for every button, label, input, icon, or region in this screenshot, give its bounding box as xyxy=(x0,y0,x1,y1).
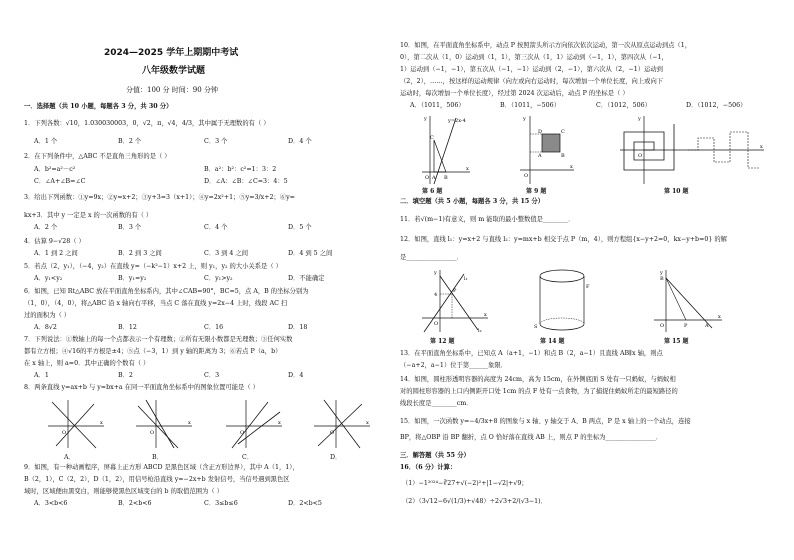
q8-option-b: B． xyxy=(152,454,163,461)
q3-option-b: B．3 个 xyxy=(118,224,142,231)
right-column xyxy=(400,0,778,560)
question-6-line-1: 6．如图，已知 Rt△ABC 放在平面直角坐标系内，其中∠CAB=90°，BC=5，点 A，B 的坐标分别为 xyxy=(24,288,309,295)
exam-title: 2024—2025 学年上期期中考试 xyxy=(104,48,239,58)
fig15-a-label: A xyxy=(705,323,709,329)
figure-6 xyxy=(420,114,472,186)
question-7-line-2: 都有立方根；④√16的平方根是±4；⑤点（−3，1）到 y 轴的距离为 3；⑥若点 P（a，b） xyxy=(24,348,282,355)
fig15-p-label: P xyxy=(684,323,688,329)
q7-option-a: A．1 xyxy=(34,372,49,379)
fig14-f-label: F xyxy=(586,284,590,290)
question-14-line-3: 线段长度是________cm． xyxy=(400,400,473,407)
q5-option-c: C．y₁>y₂ xyxy=(204,275,233,282)
q5-option-b: B．y₁=y₂ xyxy=(118,275,147,282)
q1-option-a: A．1 个 xyxy=(34,138,58,145)
figure-15-caption: 第 15 题 xyxy=(664,338,689,345)
fig12-y-label: y xyxy=(434,270,437,276)
q7-option-c: C．3 xyxy=(204,372,220,379)
fig9-black-square xyxy=(542,134,560,152)
q8-graph-c xyxy=(224,398,284,450)
q3-option-c: C．4 个 xyxy=(204,224,228,231)
question-9-line-2: B（2，1），C（2，2），D（1，2），用信号枪沿直线 y=−2x+b 发射信号，当信号遇到黑色区 xyxy=(24,476,290,483)
section-1-heading: 一．选择题（共 10 小题，每题各 3 分，共 30 分） xyxy=(24,103,173,110)
q8d-origin-label: O xyxy=(330,430,335,436)
fig14-s-label: S xyxy=(534,324,538,330)
q1-option-c: C．3 个 xyxy=(204,138,228,145)
fig6-line-label: y=2x-4 xyxy=(448,118,466,124)
question-8: 8．两条直线 y=ax+b 与 y=bx+a 在同一平面直角坐标系中的图象位置可能是（ ） xyxy=(24,384,259,391)
question-7-line-3: 在 x 轴上，则 a=0．其中正确的个数有（ ） xyxy=(24,360,150,367)
q7-option-d: D．4 xyxy=(288,372,304,379)
fig6-o-label: O xyxy=(425,175,430,181)
q6-option-c: C．16 xyxy=(204,324,224,331)
figure-15 xyxy=(652,268,724,334)
figure-12-caption: 第 12 题 xyxy=(430,338,455,345)
question-3-line-1: 3．给出下列函数：①y=9x；②y=x+2；③y+3=3（x+1）；④y=2x²+1；⑤y=3/x+2；⑥y= xyxy=(24,194,295,201)
q9-option-d: D．2<b<5 xyxy=(288,500,322,507)
q10-option-b: B．（1011，−506） xyxy=(500,102,560,109)
q9-option-b: B．2<b<6 xyxy=(118,500,152,507)
q8c-x-label: x xyxy=(278,420,281,426)
figure-9-caption: 第 9 题 xyxy=(526,188,547,195)
q10-option-d: D．（1012，−506） xyxy=(686,102,747,109)
fig6-c-label: C xyxy=(430,135,434,141)
question-6-line-3: 过的面积为（ ） xyxy=(24,312,71,319)
exam-subtitle: 八年级数学试题 xyxy=(142,66,206,76)
q4-option-a: A．1 到 2 之间 xyxy=(34,250,78,257)
question-10-line-3: 1）运动到（−1，−1），第五次从（−1，−1）运动到（2，−1），第六次从（2，−1）运动到 xyxy=(400,66,663,73)
fig9-c-label: C xyxy=(561,129,565,135)
fig10-y-label: y xyxy=(638,116,641,122)
fig9-a-label: A xyxy=(538,153,542,159)
q8-option-d: D． xyxy=(330,454,342,461)
q2-option-c: C．∠A+∠B=∠C xyxy=(34,178,86,185)
section-2-heading: 二．填空题（共 5 小题，每题各 3 分，共 15 分） xyxy=(400,198,545,205)
question-13-line-1: 13．在平面直角坐标系中，已知点 A（a+1，−1）和点 B（2，a−1）且直线 AB∥x 轴，则点 xyxy=(400,350,663,357)
q4-option-c: C．3 到 4 之间 xyxy=(204,250,249,257)
question-1: 1．下列各数：√10，1.030030003，0，√2，π，√4，4/3，其中属于无理数的有（ ） xyxy=(24,120,270,127)
question-9-line-1: 9．如图，有一种动画程序，屏幕上正方形 ABCD 是黑色区域（含正方形边界），其中 A（1，1）， xyxy=(24,464,299,471)
q8-option-c: C． xyxy=(242,454,254,461)
fig6-x-label: x xyxy=(466,166,469,172)
q8a-x-label: x xyxy=(100,420,103,426)
question-10-line-5: 运动时，每次增加一个单位长度），经过第 2024 次运动后，动点 P 的坐标是（ ） xyxy=(400,90,629,97)
fig12-o-label: O xyxy=(434,321,439,327)
q5-option-a: A．y₁<y₂ xyxy=(34,275,63,282)
q3-option-a: A．2 个 xyxy=(34,224,58,231)
fig6-a-label: A xyxy=(432,175,436,181)
fig10-x-label: x xyxy=(760,144,763,150)
fig6-b-label: B xyxy=(444,175,448,181)
figure-14 xyxy=(534,266,590,336)
question-6-line-2: （1，0），（4，0），将△ABC 沿 x 轴向右平移，当点 C 落在直线 y=2x−4 上时，线段 AC 扫 xyxy=(24,300,288,307)
question-14-line-2: 对的圆柱形容器的上口内侧距开口处 1cm 的点 F 处有一点食物，为了捕捉住蚂蚁所走的最短路径的 xyxy=(400,388,678,395)
figure-6-caption: 第 6 题 xyxy=(422,188,443,195)
q6-option-a: A．8√2 xyxy=(34,324,57,331)
q8b-origin-label: O xyxy=(150,430,155,436)
fig12-x-label: x xyxy=(484,312,487,318)
question-9-line-3: 域时，区域便由黑变白，则能够使黑色区域变白的 b 的取值范围为（ ） xyxy=(24,488,223,495)
fig6-y-label: y xyxy=(424,116,427,122)
question-2: 2．在下列条件中，△ABC 不是直角三角形的是（ ） xyxy=(24,153,171,160)
q2-option-d: D．∠A：∠B：∠C=3：4：5 xyxy=(204,178,288,185)
question-11: 11．若√(m−1)有意义，则 m 能取的最小整数值是________． xyxy=(400,216,575,223)
exam-meta: 分值：100 分 时间：90 分钟 xyxy=(126,86,218,94)
q2-option-a: A．b²=a²－c² xyxy=(34,166,76,173)
q5-option-d: D．不能确定 xyxy=(288,275,325,282)
fig9-d-label: D xyxy=(538,129,543,135)
q2-option-b: B．a²：b²：c²=1：3：2 xyxy=(204,166,277,173)
question-10-line-1: 10．如图，在平面直角坐标系中，动点 P 按照箭头所示方向依次依次运动，第一次从原点运动到点（1， xyxy=(400,42,692,49)
fig12-p-label: P xyxy=(453,288,457,294)
question-10-line-2: 0），第二次从（1，0）运动到（1，1），第三次从（1，1）运动到（−1，1），第四次从（−1， xyxy=(400,54,668,61)
q3-option-d: D．5 个 xyxy=(288,224,312,231)
question-5: 5．若点（2，y₁），（−4，y₂）在直线 y=（−k²−1）x+2 上，则 y₁，y₂ 的大小关系是（ ） xyxy=(24,263,282,270)
question-16-part-1: （1）−1²⁰²⁴−∛27+√(−2)²+|1−√2|+√9； xyxy=(402,480,528,487)
q8-graph-d xyxy=(312,398,372,450)
q8b-x-label: x xyxy=(188,420,191,426)
q10-option-a: A．（1011，506） xyxy=(410,102,465,109)
fig12-four-label: 4 xyxy=(434,292,438,298)
fig10-o-label: O xyxy=(638,153,643,159)
question-12-line-1: 12．如图，直线 l₁：y=x+2 与直线 l₂：y=mx+b 相交于点 P（m，4），则方程组{x−y+2=0，kx−y+b=0} 的解 xyxy=(400,236,727,243)
left-column xyxy=(24,0,389,560)
q8d-x-label: x xyxy=(366,420,369,426)
q6-option-d: D．18 xyxy=(288,324,308,331)
question-15-line-1: 15．如图，一次函数 y=−4/3x+8 的图象与 x 轴、y 轴交于 A、B 两点，P 是 x 轴上的一个动点，连接 xyxy=(400,418,691,425)
figure-12 xyxy=(420,268,490,334)
question-3-line-2: kx+3．其中 y 一定是 x 的一次函数的有（ ） xyxy=(24,212,153,219)
q4-option-b: B．2 到 3 之间 xyxy=(118,250,162,257)
q1-option-d: D．4 个 xyxy=(288,138,312,145)
question-7-line-1: 7．下列说法：①数轴上的每一个点都表示一个有理数；②所有无限小数都是无理数；③任何实数 xyxy=(24,336,293,343)
question-4: 4．估算 9−√28（ ） xyxy=(24,238,85,245)
figure-10 xyxy=(618,114,766,186)
q1-option-b: B．2 个 xyxy=(118,138,142,145)
question-16-part-2: （2）（3√12−6√(1/3)+√48）÷2√3+2/(√3−1)． xyxy=(402,498,547,505)
q9-option-c: C．3≤b≤6 xyxy=(204,500,238,507)
fig12-l1-label: l₁ xyxy=(464,276,468,282)
fig15-x-label: x xyxy=(718,314,721,320)
fig9-x-label: x xyxy=(570,164,573,170)
question-15-line-2: BP，将△OBP 沿 BP 翻折，点 O 恰好落在直线 AB 上，则点 P 的坐标为________________． xyxy=(400,434,663,441)
question-12-line-2: 是________________． xyxy=(400,254,463,261)
figure-14-caption: 第 14 题 xyxy=(540,338,565,345)
q9-option-a: A．3<b<6 xyxy=(34,500,68,507)
section-3-heading: 三．解答题（共 55 分） xyxy=(400,452,470,459)
fig15-b-label: B xyxy=(660,276,664,282)
question-10-line-4: （2，2），……，按这样的运动规律（向左或向右运动时，每次增加一个单位长度，向上或向下 xyxy=(400,78,664,85)
fig12-l2-label: l₂ xyxy=(478,328,482,334)
question-14-line-1: 14．如图，圆柱形透明容器的高度为 24cm，高为 15cm，在外侧底面 S 处有一只蚂蚁，与蚂蚁相 xyxy=(400,376,676,383)
figure-10-caption: 第 10 题 xyxy=(664,188,689,195)
q6-option-b: B．12 xyxy=(118,324,137,331)
fig9-o-label: O xyxy=(524,173,529,179)
q10-option-c: C．（1012，506） xyxy=(596,102,651,109)
q8a-origin-label: O xyxy=(62,430,67,436)
question-16: 16．（6 分）计算： xyxy=(400,464,457,471)
fig9-b-label: B xyxy=(561,153,565,159)
q8c-origin-label: O xyxy=(240,430,245,436)
fig15-y-label: y xyxy=(660,270,663,276)
figure-9 xyxy=(518,114,576,186)
q8-option-a: A． xyxy=(64,454,75,461)
q7-option-b: B．2 xyxy=(118,372,133,379)
fig9-y-label: y xyxy=(523,116,526,122)
q8-graph-a xyxy=(46,398,106,450)
fig15-o-label: O xyxy=(660,323,665,329)
q8-graph-b xyxy=(134,398,194,450)
question-13-line-2: （−a+2，a−1）位于第______象限． xyxy=(400,362,507,369)
q4-option-d: D．4 到 5 之间 xyxy=(288,250,333,257)
